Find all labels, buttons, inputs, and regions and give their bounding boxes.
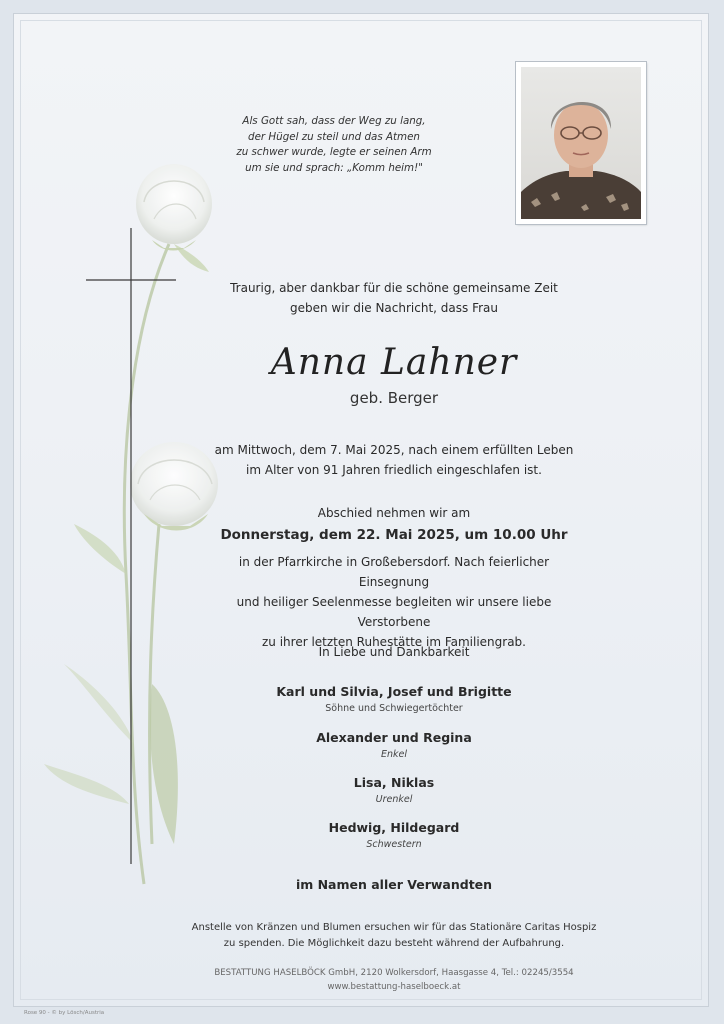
family-names: Lisa, Niklas — [353, 775, 435, 790]
deceased-name: Anna Lahner — [270, 342, 518, 383]
image-credit: Rose 90 - © by Lösch/Austria — [24, 1010, 105, 1016]
poem: Als Gott sah, dass der Weg zu lang, der Hügel zu steil und das Atmen zu schwer wurde, legte er seinen Arm um sie und sprach: „Komm heim!" — [236, 115, 432, 174]
portrait-frame — [516, 62, 646, 224]
family-names: Hedwig, Hildegard — [328, 820, 460, 835]
portrait-photo — [521, 67, 641, 219]
family-relation: Urenkel — [375, 794, 413, 805]
farewell-intro: Abschied nehmen wir am — [317, 506, 471, 520]
upper-rose — [136, 164, 212, 251]
portrait-illustration — [521, 67, 641, 219]
family-names: Karl und Silvia, Josef und Brigitte — [276, 684, 512, 699]
family-names: Alexander und Regina — [316, 730, 472, 745]
family-relation: Schwestern — [366, 839, 422, 850]
family-relation: Söhne und Schwiegertöchter — [325, 703, 463, 714]
donation-note: Anstelle von Kränzen und Blumen ersuchen wir für das Stationäre Caritas Hospiz zu spenden. Die Möglichkeit dazu besteht während der Aufbahrung. — [191, 922, 597, 949]
death-notice: am Mittwoch, dem 7. Mai 2025, nach einem erfüllten Leben im Alter von 91 Jahren friedlich eingeschlafen ist. — [214, 443, 574, 477]
farewell-text: in der Pfarrkirche in Großebersdorf. Nach feierlicher Einsegnung und heiliger Seelenmesse begleiten wir unsere liebe Verstorbene zu ihrer letzten Ruhestätte im Familiengrab. — [236, 555, 552, 649]
intro-text: Traurig, aber dankbar für die schöne gemeinsame Zeit geben wir die Nachricht, dass Frau — [230, 281, 558, 315]
funeral-home-website[interactable]: www.bestattung-haselboeck.at — [327, 982, 461, 992]
family-relation: Enkel — [380, 749, 407, 760]
closing-line: im Namen aller Verwandten — [295, 877, 493, 892]
maiden-name: geb. Berger — [349, 389, 439, 407]
love-line: In Liebe und Dankbarkeit — [318, 645, 470, 659]
funeral-home-address: BESTATTUNG HASELBÖCK GmbH, 2120 Wolkersdorf, Haasgasse 4, Tel.: 02245/3554 — [214, 968, 574, 978]
obituary-card — [14, 14, 708, 1016]
farewell-date: Donnerstag, dem 22. Mai 2025, um 10.00 Uhr — [220, 527, 568, 543]
